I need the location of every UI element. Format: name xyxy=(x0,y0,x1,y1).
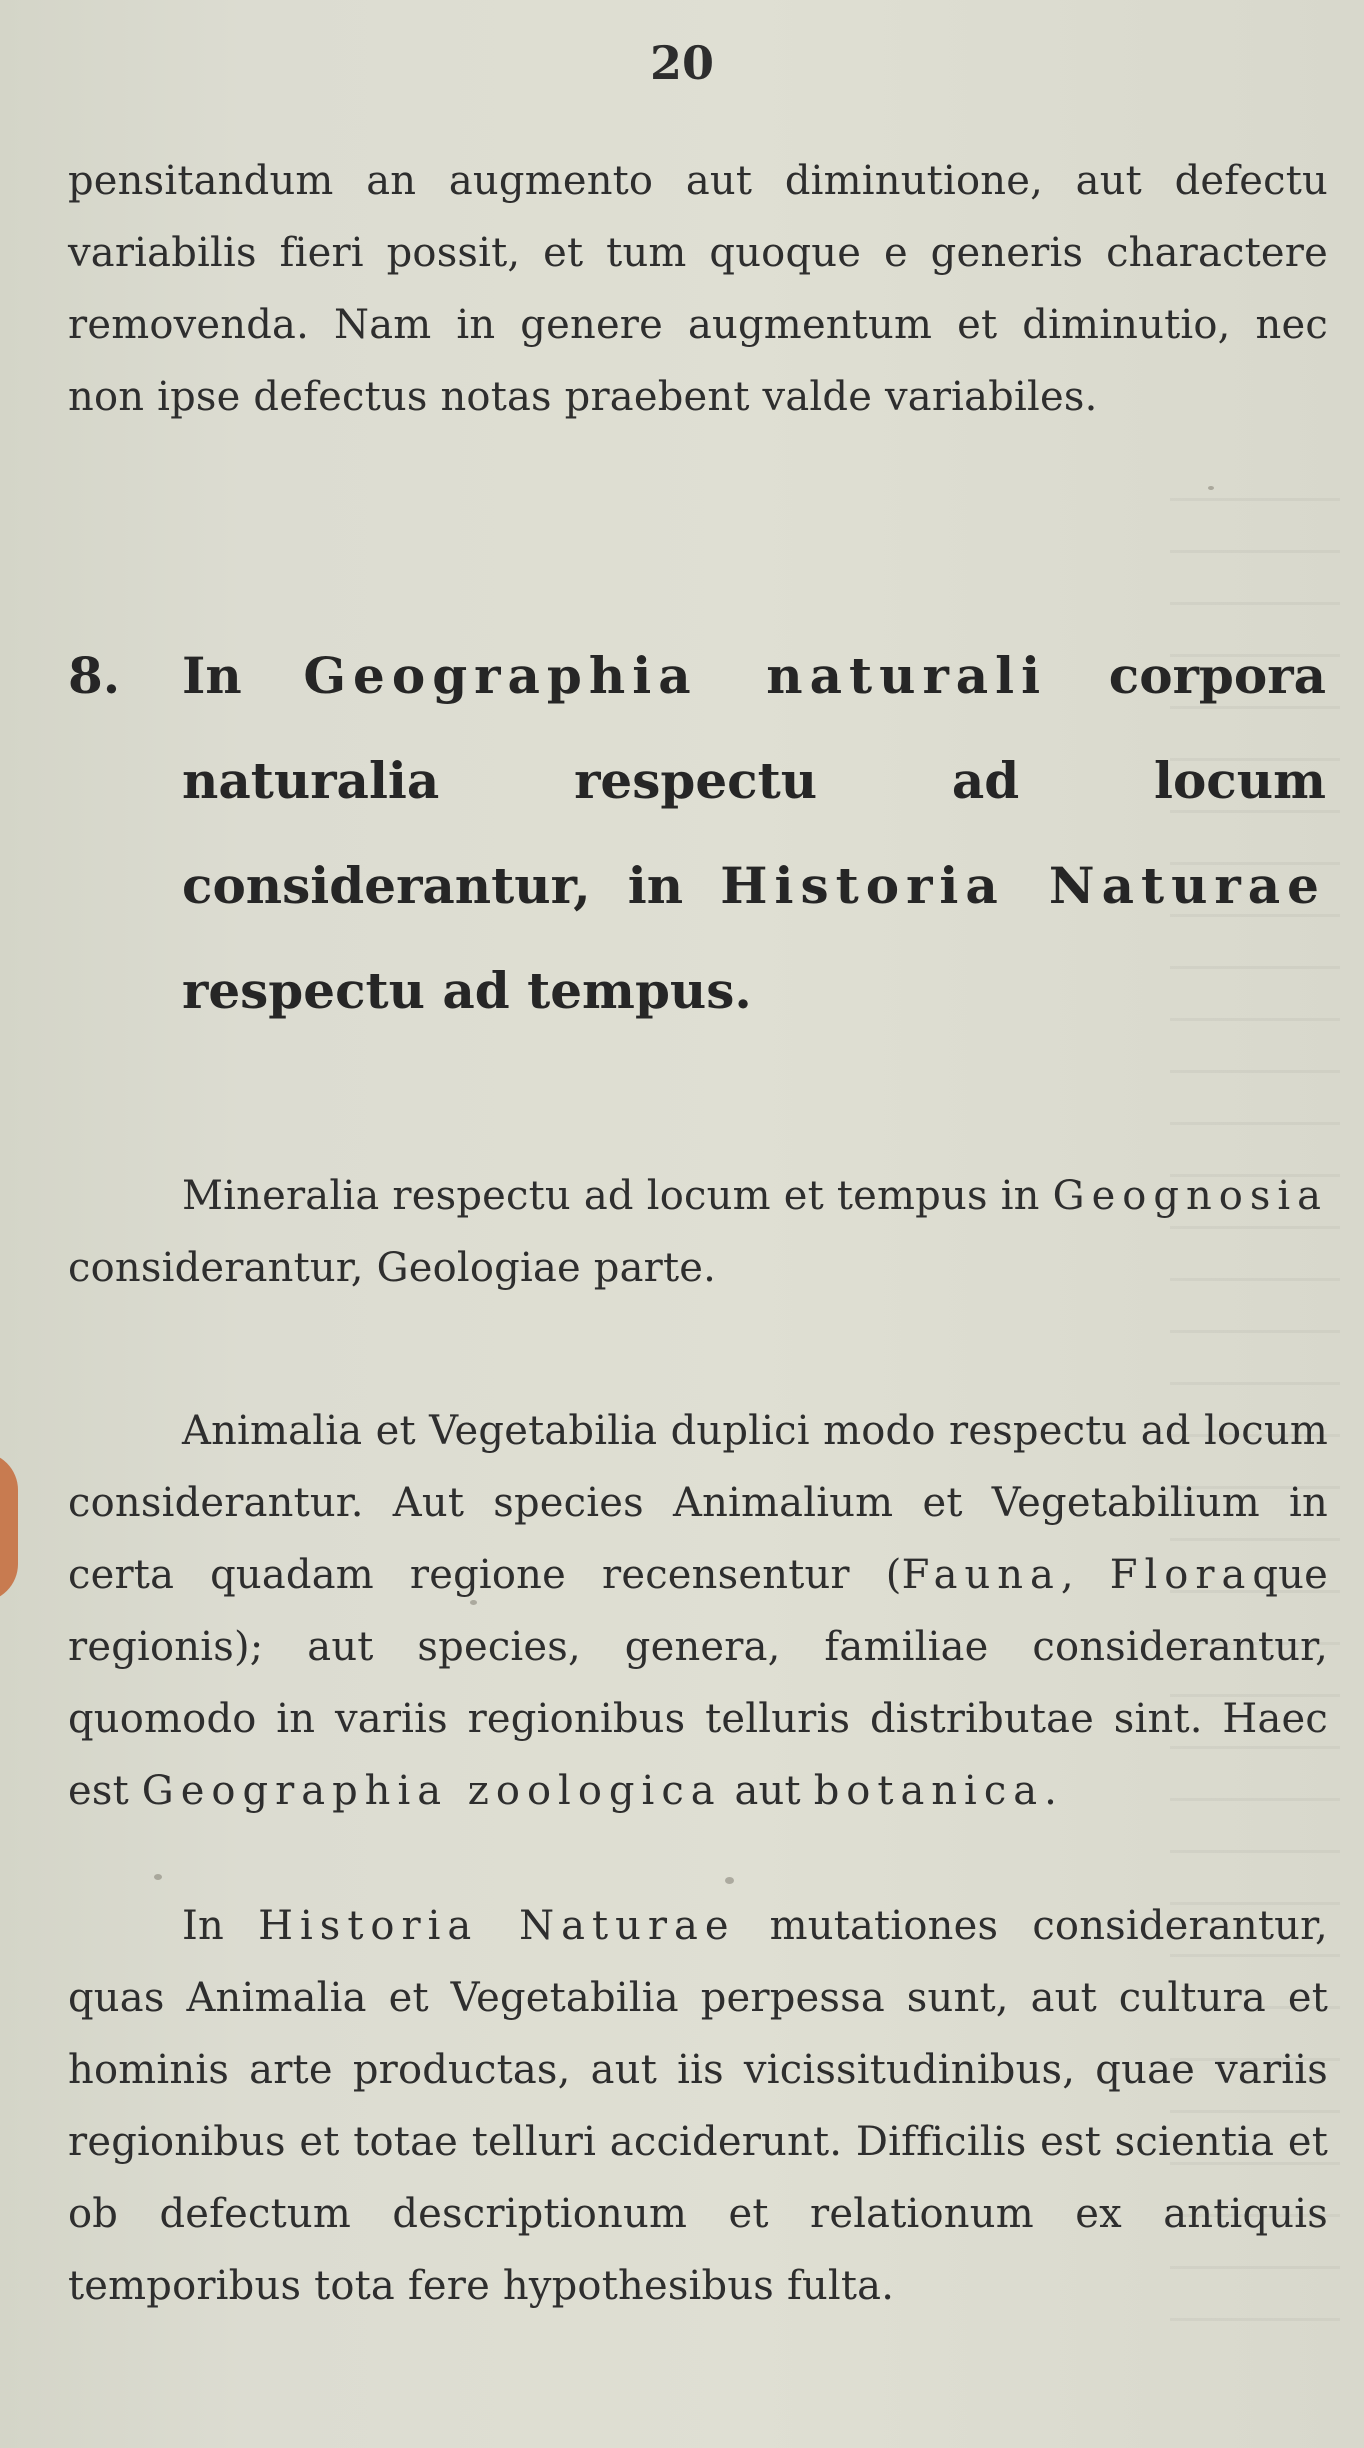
section-heading-part: In xyxy=(182,646,304,705)
flora-term: Flora xyxy=(1109,1552,1253,1598)
animalia-text: . xyxy=(1044,1768,1058,1814)
historia-text: In xyxy=(182,1903,259,1949)
mineralia-text: considerantur, Geologiae parte. xyxy=(68,1245,717,1291)
historia-naturae-term: Historia Naturae xyxy=(258,1903,736,1949)
paper-speck xyxy=(154,1874,162,1880)
section-heading-text xyxy=(182,623,1326,1043)
animalia-text: Animalia et Vegetabilia duplici modo respectu ad locum considerantur. Aut species Animalium et Vegetabilium in certa quadam regione recensentur ( xyxy=(68,1408,1328,1598)
animalia-paragraph xyxy=(68,1395,1328,1827)
geographia-naturali-term: Geographia naturali xyxy=(303,646,1048,705)
section-heading xyxy=(68,623,1328,1043)
fauna-term: Fauna xyxy=(901,1552,1061,1598)
page-number: 20 xyxy=(649,36,714,90)
animalia-text: aut xyxy=(721,1768,814,1814)
paper-speck xyxy=(1208,486,1214,490)
section-number: 8. xyxy=(68,646,121,705)
section-heading-part: respectu ad tempus. xyxy=(182,961,752,1020)
mineralia-text: Mineralia respectu ad locum et tempus in xyxy=(182,1173,1053,1219)
historia-text: mutationes considerantur, quas Animalia et Vegetabilia perpessa sunt, aut cultura et hominis arte productas, aut iis vicissitudinibus, quae variis regionibus et totae telluri acciderunt. Difficilis est scientia et ob defectum descriptionum et relationum ex antiquis temporibus tota fere hypothesibus fulta. xyxy=(68,1903,1328,2309)
geographia-zoologica-term: Geographia zoologica xyxy=(141,1768,722,1814)
geognosia-term: Geognosia xyxy=(1052,1173,1328,1219)
top-paragraph: pensitandum an augmento aut diminutione, aut defectu variabilis fieri possit, et tum quoque e generis charactere removenda. Nam in genere augmentum et diminutio, nec non ipse defectus notas praebent valde variabiles. xyxy=(68,158,1328,420)
animalia-text: que regionis); aut species, genera, familiae considerantur, quomodo in variis regionibus telluris distributae sint. Haec est xyxy=(68,1552,1328,1814)
botanica-term: botanica xyxy=(813,1768,1045,1814)
paper-speck xyxy=(725,1877,734,1884)
animalia-text: , xyxy=(1060,1552,1110,1598)
historia-naturae-term: Historia Naturae xyxy=(720,856,1326,915)
section-heading-part: corpora naturalia respectu ad locum considerantur, in xyxy=(182,646,1326,915)
historia-paragraph xyxy=(68,1890,1328,2322)
mineralia-paragraph xyxy=(68,1160,1328,1304)
adjacent-page-edge xyxy=(0,1452,18,1602)
